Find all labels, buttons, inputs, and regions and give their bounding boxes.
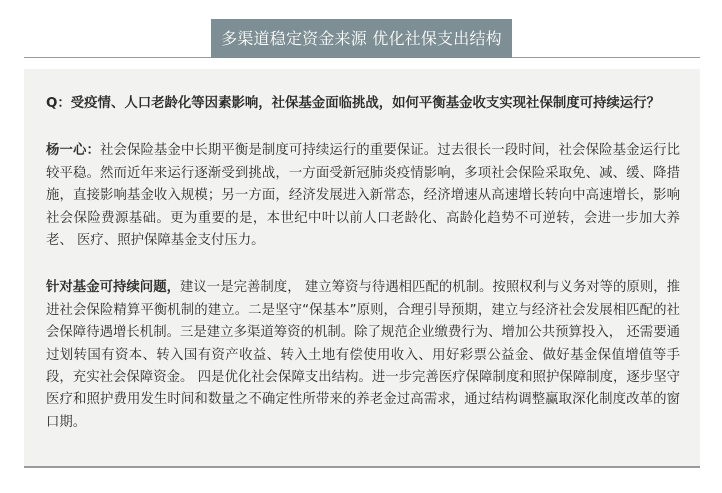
answer-paragraph-1	[46, 140, 680, 252]
question-text: Q：受疫情、人口老龄化等因素影响，社保基金面临挑战，如何平衡基金收支实现社保制度可持续运行？	[46, 96, 660, 111]
speaker-name: 杨一心：	[46, 143, 100, 159]
answer-paragraph-2	[46, 277, 680, 434]
paragraph-lead: 针对基金可持续问题，	[46, 280, 180, 296]
article-title-banner: 多渠道稳定资金来源 优化社保支出结构	[211, 19, 512, 58]
qa-content	[46, 93, 680, 434]
footer-divider	[24, 466, 700, 468]
answer-paragraph-1-text: 社会保险基金中长期平衡是制度可持续运行的重要保证。过去很长一段时间，社会保险基金运行比较平稳。然而近年来运行逐渐受到挑战，一方面受新冠肺炎疫情影响，多项社会保险采取免、减、缓、降措施，直接影响基金收入规模；另一方面，经济发展进入新常态，经济增速从高速增长转向中高速增长，影响社会保险费源基础。更为重要的是，本世纪中叶以前人口老龄化、高龄化趋势不可逆转，会进一步加大养老、 医疗、照护保障基金支付压力。	[46, 143, 680, 249]
answer-paragraph-2-text: 建议一是完善制度， 建立筹资与待遇相匹配的机制。按照权利与义务对等的原则，推进社会保险精算平衡机制的建立。二是坚守“保基本”原则，合理引导预期，建立与经济社会发展相匹配的社会保障待遇增长机制。三是建立多渠道筹资的机制。除了规范企业缴费行为、增加公共预算投入， 还需要通过划转国有资本、转入国有资产收益、转入土地有偿使用收入、用好彩票公益金、做好基金保值增值等手段，充实社会保障资金。 四是优化社会保障支出结构。进一步完善医疗保障制度和照护保障制度，逐步坚守医疗和照护费用发生时间和数量之不确定性所带来的养老金过高需求，通过结构调整赢取深化制度改革的窗口期。	[46, 280, 681, 430]
